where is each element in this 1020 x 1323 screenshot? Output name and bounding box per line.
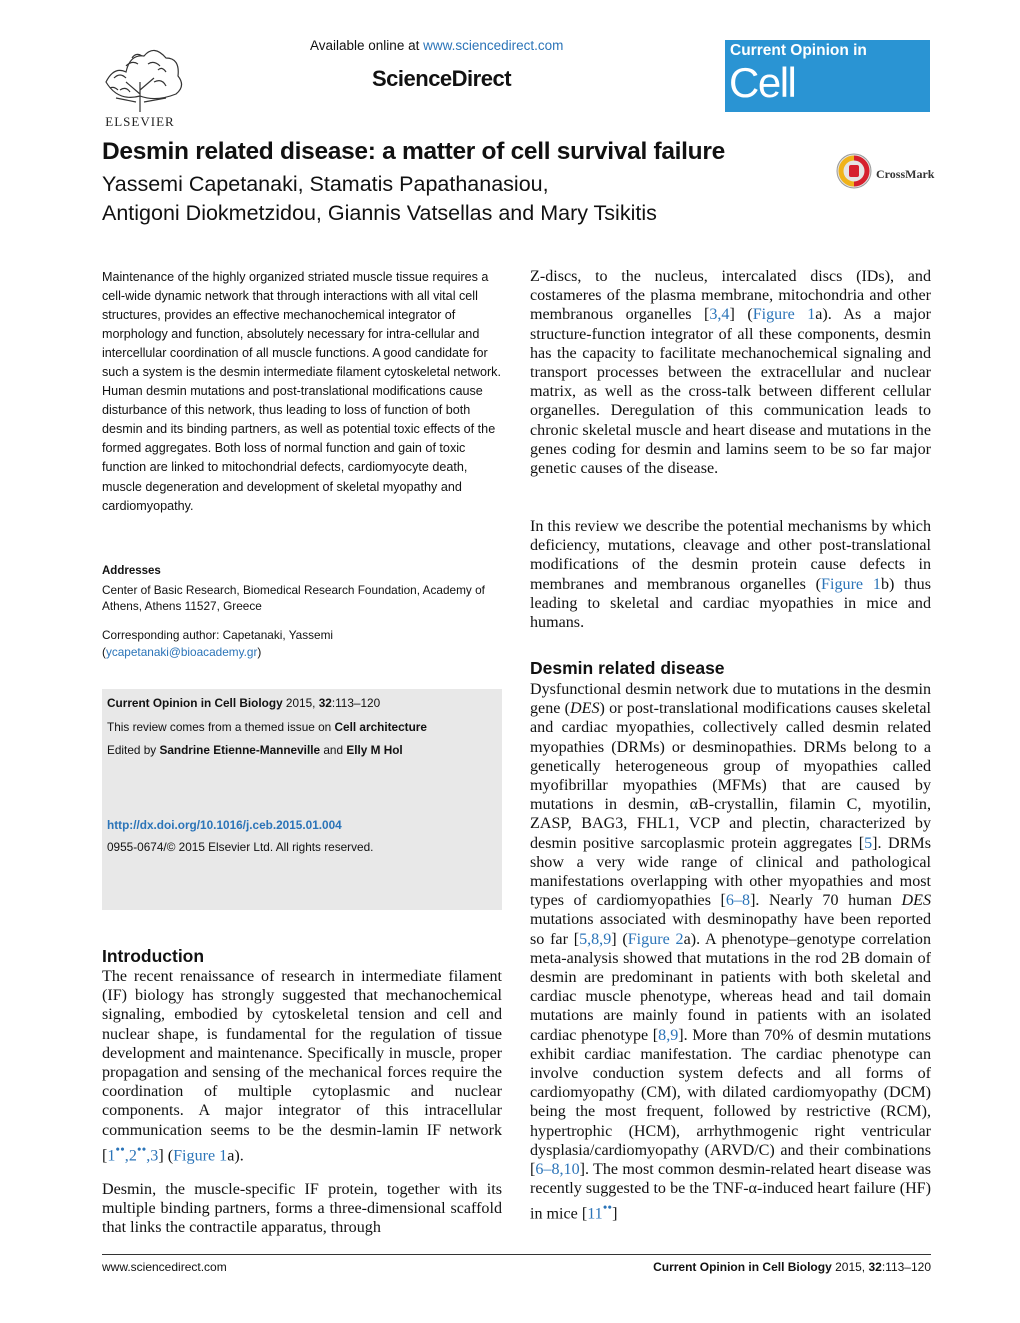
citation-journal: Current Opinion in Cell Biology <box>107 696 283 710</box>
right-p3-text-8: ]. More than 70% of desmin mutations exhibit cardiac manifestation. The cardiac phenotype can involve conduction system defects and all forms of cardiomyopathy (CM), with dilated cardiomyopathy (DCM) being the most frequent, followed by restrictive (RCM), hypertrophic (HCM), arrhythmogenic right ventricular dysplasia/cardiomyopathy (ARVD/C) and their combinations [ <box>530 1026 931 1179</box>
editors-and: and <box>320 743 347 757</box>
intro-p1-text-2: ] ( <box>158 1147 174 1165</box>
right-p3-text-4: ]. Nearly 70 human <box>750 892 902 910</box>
theme-line <box>107 720 427 734</box>
introduction-heading: Introduction <box>102 946 205 966</box>
sciencedirect-link[interactable]: www.sciencedirect.com <box>423 38 564 53</box>
edited-prefix: Edited by <box>107 743 160 757</box>
ref-1-link[interactable]: 1 <box>107 1147 116 1165</box>
footer-citation <box>640 1260 931 1274</box>
article-title: Desmin related disease: a matter of cell survival failure <box>102 138 725 165</box>
right-paragraph-3 <box>530 680 931 1224</box>
publisher-logo-text: ELSEVIER <box>105 114 175 129</box>
crossmark-label: CrossMark <box>876 167 935 181</box>
gene-name-des-2: DES <box>901 892 931 910</box>
footer-divider <box>102 1254 931 1255</box>
right-paragraph-2 <box>530 517 931 632</box>
doi-link[interactable]: http://dx.doi.org/10.1016/j.ceb.2015.01.004 <box>107 818 342 832</box>
email-close-paren: ) <box>257 645 262 659</box>
authors-line-1: Yassemi Capetanaki, Stamatis Papathanasiou, <box>102 172 549 196</box>
ref-comma-1: , <box>124 1147 129 1165</box>
ref-11-marker: •• <box>602 1200 613 1216</box>
corresponding-prefix: Corresponding author: Capetanaki, Yassemi <box>102 628 334 642</box>
elsevier-logo <box>96 42 184 130</box>
ref-11-link[interactable]: 11 <box>587 1205 603 1223</box>
introduction-paragraph-2: Desmin, the muscle-specific IF protein, together with its multiple binding partners, forms a three-dimensional scaffold that links the contractile apparatus, through <box>102 1181 502 1237</box>
editors-line <box>107 743 403 757</box>
crossmark-icon <box>836 153 872 189</box>
right-p1-text-2: ] ( <box>729 306 753 324</box>
citation-volume: 32 <box>318 696 332 710</box>
ref-6-8-link[interactable]: 6–8 <box>725 892 751 910</box>
right-p1-text-3: a). As a major structure-function integrator of all these components, desmin has the capacity to facilitate mechanochemical signaling and transport processes between the extracellular and nuclear matrix, as well as the cross-talk between different cellular organelles. Deregulation of this communication leads to chronic skeletal muscle and heart disease and mutations in the genes coding for desmin and lamins seem to be so far major genetic causes of the disease. <box>530 306 931 478</box>
theme-name: Cell architecture <box>334 720 427 734</box>
email-open-paren: ( <box>102 645 106 659</box>
corresponding-author <box>102 627 502 661</box>
right-p3-text-10: ] <box>612 1205 618 1223</box>
crossmark-badge[interactable] <box>836 153 936 193</box>
gene-name-des: DES <box>570 700 600 718</box>
figure-2-link[interactable]: Figure 2 <box>627 930 684 948</box>
right-p2-text-2: b) thus leading to skeletal and cardiac myopathies in mice and humans. <box>530 575 931 632</box>
ref-3-4-link[interactable]: 3,4 <box>709 306 730 324</box>
right-p3-text-7: a). A phenotype–genotype correlation meta-analysis showed that mutations in the rod 2B domain of desmin are predominant in patients with both skeletal and cardiac muscle phenotype, whereas head and tail domain mutations are mainly found in patients with an isolated cardiac phenotype [ <box>530 930 931 1044</box>
corresponding-email-link[interactable]: ycapetanaki@bioacademy.gr <box>105 645 258 659</box>
right-p3-text-3: ]. DRMs show a very wide range of clinical and pathological manifestations overlapping with other myopathies and most types of cardiomyopathies [ <box>530 834 931 910</box>
ref-comma-2: , <box>146 1147 151 1165</box>
figure-1-link[interactable]: Figure 1 <box>173 1147 228 1165</box>
editor-2: Elly M Hol <box>346 743 403 757</box>
addresses-heading: Addresses <box>102 565 161 577</box>
citation-year: 2015, <box>282 696 319 710</box>
author-list <box>102 170 802 228</box>
right-p1-text-1: Z-discs, to the nucleus, intercalated discs (IDs), and costameres of the plasma membrane, mitochondria and other membranous organelles [ <box>530 268 931 324</box>
right-p3-text-2: ) or post-translational modifications causes skeletal and cardiac myopathies, collectively called desmin related myopathies (DRMs) or desminopathies. DRMs belong to a genetically heterogeneous group of myopathies called myofibrillar myopathies (MFMs) that are caused by mutations in desmin, αB-crystallin, filamin C, myotilin, ZASP, BAG3, FHL1, VCP and plectin, characterized by desmin positive sarcoplasmic protein aggregates [ <box>530 700 932 852</box>
right-p3-text-6: ] ( <box>611 930 628 948</box>
figure-1-link[interactable]: Figure 1 <box>752 306 816 324</box>
ref-6-8-10-link[interactable]: 6–8,10 <box>535 1161 580 1179</box>
ref-5-link[interactable]: 5 <box>864 834 873 852</box>
desmin-disease-heading: Desmin related disease <box>530 658 725 678</box>
journal-banner-line1: Current Opinion in <box>730 42 867 59</box>
footer-website[interactable]: www.sciencedirect.com <box>102 1260 227 1274</box>
ref-2-link[interactable]: 2 <box>128 1147 137 1165</box>
ref-8-9-link[interactable]: 8,9 <box>658 1026 679 1044</box>
citation-line <box>107 696 380 710</box>
authors-line-2: Antigoni Diokmetzidou, Giannis Vatsellas and Mary Tsikitis <box>102 201 657 225</box>
citation-pages: :113–120 <box>331 696 381 710</box>
theme-prefix: This review comes from a themed issue on <box>107 720 335 734</box>
ref-1-marker: •• <box>115 1141 125 1157</box>
journal-banner-line2: Cell Biology <box>729 59 857 154</box>
right-p2-text-1: In this review we describe the potential mechanisms by which deficiency, mutations, cleavage and other post-translational modifications of the desmin protein cause defects in membranes and membranous organelles ( <box>530 518 931 593</box>
intro-p1-text-3: a). <box>227 1147 244 1165</box>
right-p3-text-1: Dysfunctional desmin network due to mutations in the desmin gene ( <box>530 681 931 718</box>
ref-5-8-9-link[interactable]: 5,8,9 <box>579 930 612 948</box>
ref-3-link[interactable]: 3 <box>150 1147 159 1165</box>
ref-2-marker: •• <box>136 1141 147 1157</box>
introduction-paragraph-1 <box>102 967 502 1165</box>
corresponding-email-line <box>102 644 502 661</box>
journal-banner <box>725 40 930 154</box>
article-info-box <box>102 689 502 910</box>
intro-p1-text-1: The recent renaissance of research in intermediate filament (IF) biology has strongly suggested that mechanochemical signaling, embodied by cytoskeletal tension and cell and nuclear shape, is fundamental for the regulation of tissue development and maintenance. Specifically in muscle, proper propagation and sensing of the mechanical forces require the coordination of multiple cytoplasmic and nuclear components. A major integrator of this intracellular communication seems to be the desmin-lamin IF network [ <box>102 968 502 1165</box>
elsevier-tree-icon <box>96 42 184 114</box>
right-p3-text-5: mutations associated with desminopathy have been reported so far [ <box>530 911 931 948</box>
right-p3-text-9: ]. The most common desmin-related heart disease was recently suggested to be the TNF-α-induced heart failure (HF) in mice [ <box>530 1161 931 1223</box>
figure-1b-link[interactable]: Figure 1 <box>821 575 881 593</box>
copyright-line: 0955-0674/© 2015 Elsevier Ltd. All rights reserved. <box>107 840 374 854</box>
abstract-text: Maintenance of the highly organized striated muscle tissue requires a cell-wide dynamic network that through interactions with all vital cell structures, provides an effective mechanochemical integrator of morphology and function, absolutely necessary for intra-cellular and intercellular coordination of all muscle functions. A good candidate for such a system is the desmin intermediate filament cytoskeletal network. Human desmin mutations and post-translational modifications cause disturbance of this network, thus leading to loss of function of both desmin and its binding partners, as well as potential toxic effects of the formed aggregates. Both loss of normal function and gain of toxic function are linked to mitochondrial defects, cardiomyocyte death, muscle degeneration and development of skeletal myopathy and cardiomyopathy. <box>102 270 501 513</box>
footer-year: 2015, <box>831 1260 869 1274</box>
available-online <box>310 38 563 53</box>
sciencedirect-logo: ScienceDirect <box>372 66 512 91</box>
footer-volume: 32 <box>868 1260 882 1274</box>
footer-pages: :113–120 <box>881 1260 931 1274</box>
editor-1: Sandrine Etienne-Manneville <box>159 743 321 757</box>
footer-journal: Current Opinion in Cell Biology <box>653 1260 832 1274</box>
right-paragraph-1 <box>530 267 931 478</box>
addresses-text: Center of Basic Research, Biomedical Research Foundation, Academy of Athens, Athens 11527, Greece <box>102 583 485 613</box>
available-prefix: Available online at <box>310 38 424 53</box>
